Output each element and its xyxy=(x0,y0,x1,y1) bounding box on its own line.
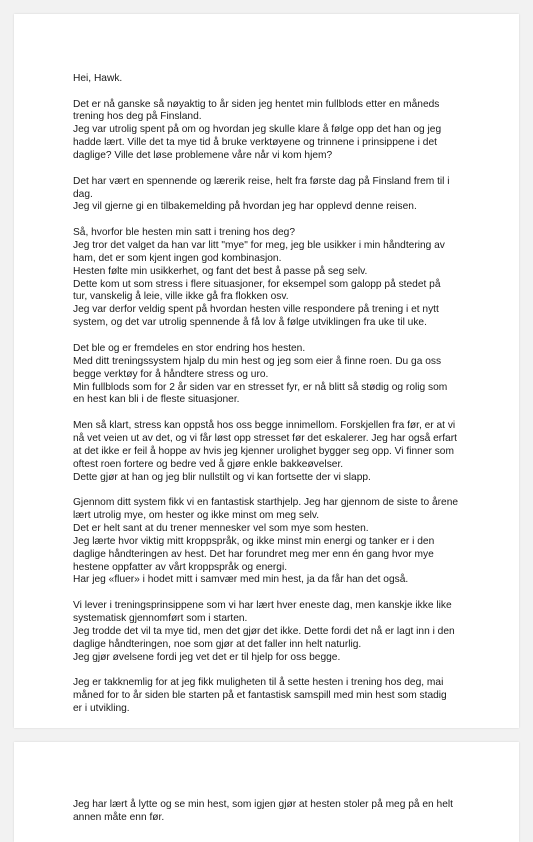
text-line: Det ble og er fremdeles en stor endring hos hesten. xyxy=(73,342,306,354)
text-line: Jeg var derfor veldig spent på hvordan hesten ville respondere på trening i et nytt xyxy=(73,304,439,316)
text-line: trening hos deg på Finsland. xyxy=(73,111,202,123)
text-line: Jeg trodde det vil ta mye tid, men det gjør det ikke. Dette fordi det nå er lagt inn i den xyxy=(73,625,455,637)
paragraph xyxy=(73,420,485,485)
text-line: Det er nå ganske så nøyaktig to år siden jeg hentet min fullblods etter en måneds xyxy=(73,98,440,110)
text-line: Med ditt treningssystem hjalp du min hest og jeg som eier å finne roen. Du ga oss xyxy=(73,355,442,367)
text-line: system, og det var utrolig spennende å få lov å følge utviklingen fra uke til uke. xyxy=(73,317,427,329)
paragraph xyxy=(73,176,485,215)
text-line: Hesten følte min usikkerhet, og fant det best å passe på seg selv. xyxy=(73,265,368,277)
paragraph xyxy=(73,99,485,164)
text-line: Det har vært en spennende og lærerik reise, helt fra første dag på Finsland frem til i xyxy=(73,175,450,187)
text-line: Jeg gjør øvelsene fordi jeg vet det er til hjelp for oss begge. xyxy=(73,651,341,663)
text-line: Jeg er takknemlig for at jeg fikk muligheten til å sette hesten i trening hos deg, mai xyxy=(73,677,444,689)
letter-continuation xyxy=(73,799,485,825)
greeting: Hei, Hawk. xyxy=(73,73,123,84)
text-line: daglige håndteringen, noe som gjør at det faller inn helt naturlig. xyxy=(73,638,362,650)
document-page-1 xyxy=(14,14,519,728)
text-line: oftest roen fortere og bedre ved å gjøre enkle bakkeøvelser. xyxy=(73,458,344,470)
text-line: ham, det er som kjent ingen god kombinasjon. xyxy=(73,252,282,264)
text-line: Min fullblods som for 2 år siden var en stresset fyr, er nå blitt så stødig og rolig som xyxy=(73,381,448,393)
text-line: Jeg vil gjerne gi en tilbakemelding på hvordan jeg har opplevd denne reisen. xyxy=(73,201,417,213)
text-line: Så, hvorfor ble hesten min satt i trening hos deg? xyxy=(73,226,295,238)
text-line: dag. xyxy=(73,188,93,200)
text-line: en hest kan bli i de fleste situasjoner. xyxy=(73,394,240,406)
text-line: hestene oppfatter av vårt kroppspråk og energi. xyxy=(73,561,288,573)
text-line: Jeg har lært å lytte og se min hest, som igjen gjør at hesten stoler på meg på en helt xyxy=(73,799,453,810)
letter-body xyxy=(73,99,485,716)
text-line: måned for to år siden ble starten på et fantastisk samspill med min hest som stadig xyxy=(73,690,447,701)
text-line: Men så klart, stress kan oppstå hos oss begge innimellom. Forskjellen fra før, er at vi xyxy=(73,419,456,431)
text-line: Dette kom ut som stress i flere situasjoner, for eksempel som galopp på stedet på xyxy=(73,278,441,290)
text-line: Vi lever i treningsprinsippene som vi har lært hver eneste dag, men kanskje ikke like xyxy=(73,599,452,611)
paragraph xyxy=(73,343,485,408)
text-line: daglige håndteringen av hest. Det har forundret meg mer enn én gang hvor mye xyxy=(73,548,434,560)
text-line: Jeg lærte hvor viktig mitt kroppspråk, og ikke minst min energi og tanker er i den xyxy=(73,535,435,547)
text-line: Jeg var utrolig spent på om og hvordan jeg skulle klare å følge opp det han og jeg xyxy=(73,124,442,136)
paragraph xyxy=(73,600,485,665)
text-line: hadde lært. Ville det ta mye tid å bruke verktøyene og trinnene i prinsippene i det xyxy=(73,137,437,149)
document-page-2 xyxy=(14,742,519,842)
text-line: Dette gjør at han og jeg blir nullstilt og vi kan fortsette der vi slapp. xyxy=(73,471,371,483)
text-line: at det ikke er feil å hoppe av hvis jeg kjenner urolighet bygger seg opp. Vi finner som xyxy=(73,445,454,457)
text-line: Har jeg «fluer» i hodet mitt i samvær med min hest, ja da får han det også. xyxy=(73,574,409,586)
text-line: daglige? Ville det løse problemene våre når vi kom hjem? xyxy=(73,150,333,162)
text-line: Det er helt sant at du trener mennesker vel som mye som hesten. xyxy=(73,522,369,534)
text-line: Gjennom ditt system fikk vi en fantastisk starthjelp. Jeg har gjennom de siste to årene xyxy=(73,497,459,509)
text-line: Jeg tror det valget da han var litt "mye" for meg, jeg ble usikker i min håndtering av xyxy=(73,239,445,251)
text-line: nå vet veien ut av det, og vi får løst opp stresset før det eskalerer. Jeg har også erfart xyxy=(73,432,457,444)
paragraph xyxy=(73,497,485,587)
text-line: er i utvikling. xyxy=(73,702,130,714)
text-line: begge verktøy for å håndtere stress og uro. xyxy=(73,368,269,380)
text-line: lært utrolig mye, om hester og ikke minst om meg selv. xyxy=(73,509,320,521)
text-line: tur, vanskelig å leie, ville ikke gå fra flokken osv. xyxy=(73,291,289,303)
text-line: annen måte enn før. xyxy=(73,811,165,823)
text-line: systematisk gjennomført som i starten. xyxy=(73,612,248,624)
paragraph xyxy=(73,677,485,716)
paragraph xyxy=(73,227,485,330)
